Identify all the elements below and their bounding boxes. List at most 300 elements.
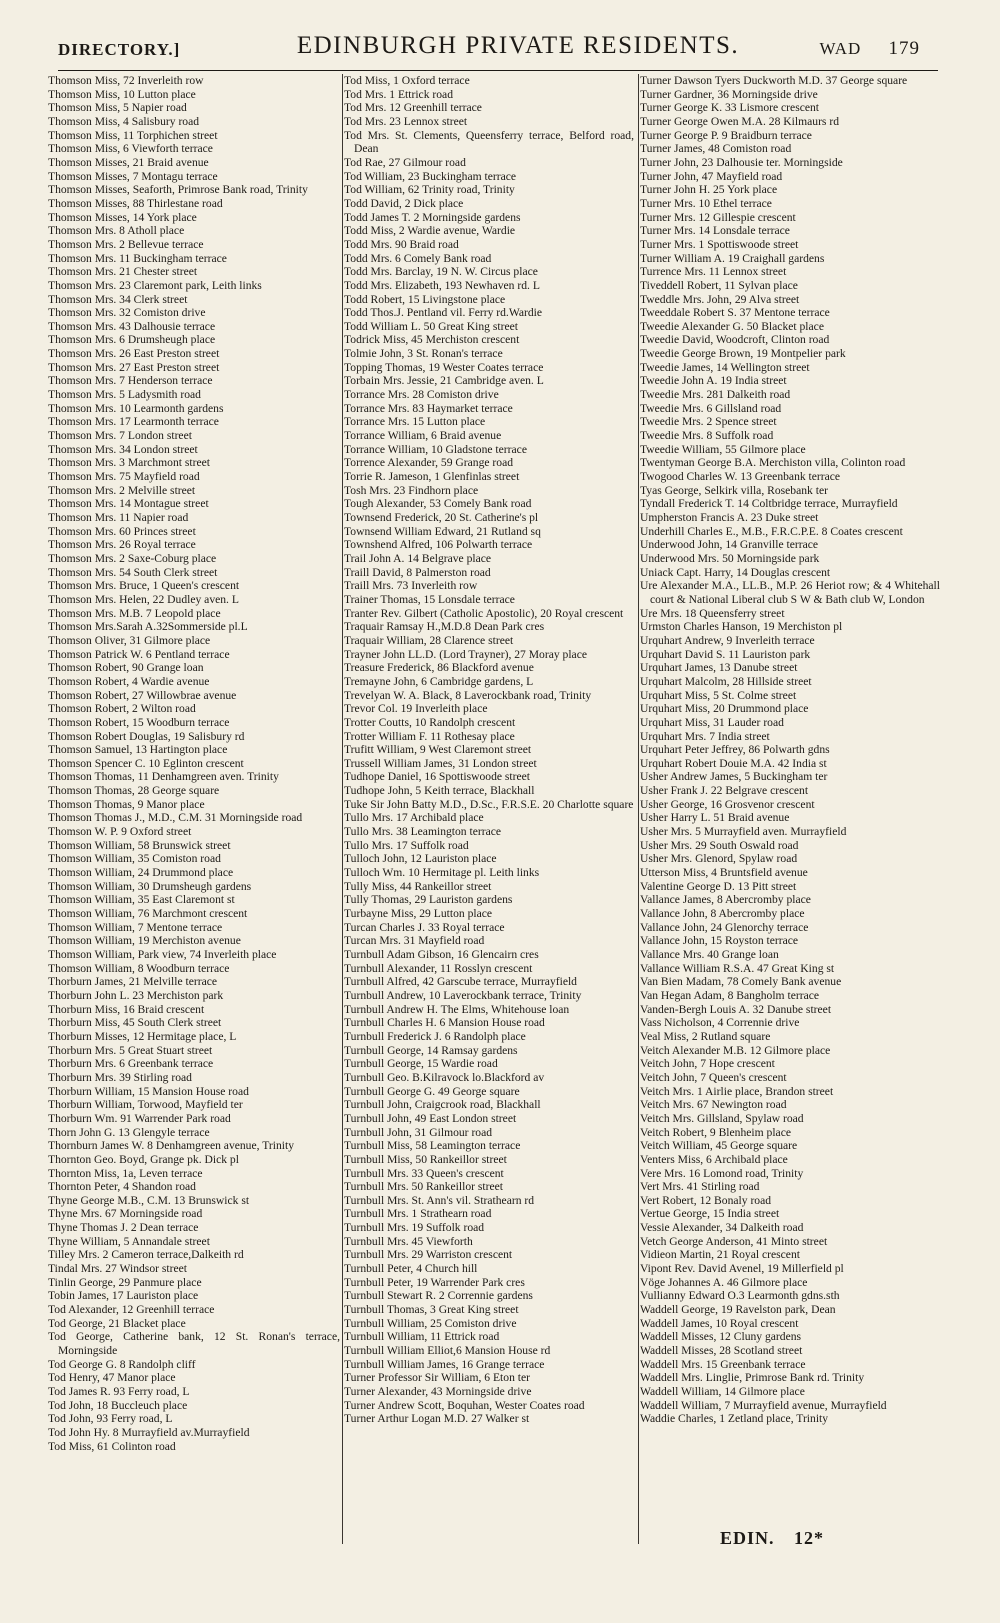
directory-entry: Tod Mrs. 12 Greenhill terrace (344, 101, 482, 115)
directory-entry: Urquhart Miss, 31 Lauder road (640, 715, 784, 729)
directory-entry: Waddell William, 14 Gilmore place (640, 1385, 805, 1398)
directory-entry: Thomson Mrs. 26 East Preston street (48, 347, 220, 361)
directory-entry: Thomson Misses, 14 York place (48, 210, 197, 224)
directory-entry: Veitch Alexander M.B. 12 Gilmore place (640, 1043, 831, 1057)
column-divider (638, 74, 639, 1544)
directory-entry: Tullo Mrs. 17 Suffolk road (344, 838, 469, 852)
directory-entry: Thomson Miss, 11 Torphichen street (48, 128, 218, 142)
directory-entry: Tod George, Catherine bank, 12 St. Ronan's terrace, Morningside (48, 1330, 340, 1358)
directory-entry: Turnbull Frederick J. 6 Randolph place (344, 1029, 526, 1043)
directory-entry: Turcan Charles J. 33 Royal terrace (344, 920, 505, 934)
directory-entry: Thornburn James W. 8 Denhamgreen avenue, Trinity (48, 1139, 295, 1153)
directory-entry: Turbayne Miss, 29 Lutton place (344, 907, 493, 921)
directory-entry: Thomson Miss, 72 Inverleith row (48, 74, 204, 87)
directory-entry: Turnbull John, Craigcrook road, Blackhall (344, 1098, 541, 1112)
directory-entry: Tyas George, Selkirk villa, Rosebank ter (640, 483, 828, 497)
directory-entry: Thomson Mrs. 60 Princes street (48, 524, 196, 538)
directory-entry: Tod Miss, 1 Oxford terrace (344, 74, 470, 87)
directory-entry: Torrance Mrs. 28 Comiston drive (344, 388, 499, 402)
directory-entry: Usher Harry L. 51 Braid avenue (640, 811, 790, 825)
directory-entry: Turner George P. 9 Braidburn terrace (640, 128, 812, 142)
directory-entry: Thomson Mrs. M.B. 7 Leopold place (48, 606, 221, 620)
directory-entry: Turnbull Peter, 19 Warrender Park cres (344, 1275, 525, 1289)
directory-entry: Tod Miss, 61 Colinton road (48, 1439, 176, 1453)
directory-entry: Turner William A. 19 Craighall gardens (640, 251, 825, 265)
directory-entry: Waddell Mrs. Linglie, Primrose Bank rd. Trinity (640, 1371, 865, 1385)
directory-entry: Vallance John, 15 Royston terrace (640, 934, 799, 948)
directory-entry: Turnbull John, 49 East London street (344, 1111, 517, 1125)
directory-entry: Torrance Mrs. 15 Lutton place (344, 415, 486, 429)
directory-entry: Turner Mrs. 1 Spottiswoode street (640, 237, 799, 251)
directory-entry: Thomson Mrs. 21 Chester street (48, 265, 198, 279)
directory-entry: Tweedie John A. 19 India street (640, 374, 787, 388)
directory-entry: Tudhope Daniel, 16 Spottiswoode street (344, 770, 531, 784)
directory-entry: Todd Mrs. Elizabeth, 193 Newhaven rd. L (344, 278, 540, 292)
directory-entry: Townsend William Edward, 21 Rutland sq (344, 524, 541, 538)
directory-entry: Thomson Mrs. 23 Claremont park, Leith links (48, 278, 262, 292)
directory-entry: Tobin James, 17 Lauriston place (48, 1289, 199, 1303)
directory-entry: Utterson Miss, 4 Bruntsfield avenue (640, 866, 808, 880)
directory-entry: Ure Alexander M.A., LL.B., M.P. 26 Heriot row; & 4 Whitehall court & National Liberal club S W & Bath club W, London (640, 579, 940, 606)
directory-entry: Thomson Oliver, 31 Gilmore place (48, 633, 211, 647)
directory-entry: Veal Miss, 2 Rutland square (640, 1029, 771, 1043)
directory-entry: Thornton Miss, 1a, Leven terrace (48, 1166, 203, 1180)
directory-entry: Tod John, 93 Ferry road, L (48, 1412, 173, 1426)
directory-entry: Waddell Misses, 28 Scotland street (640, 1344, 803, 1358)
directory-entry: Thomson Misses, 21 Braid avenue (48, 155, 209, 169)
directory-entry: Turnbull Alfred, 42 Garscube terrace, Murrayfield (344, 975, 577, 989)
directory-entry: Tweedie James, 14 Wellington street (640, 360, 810, 374)
directory-entry: Trail John A. 14 Belgrave place (344, 551, 492, 565)
directory-entry: Venters Miss, 6 Archibald place (640, 1152, 788, 1166)
directory-entry: Urquhart Peter Jeffrey, 86 Polwarth gdns (640, 743, 830, 757)
header-rule (58, 70, 938, 71)
directory-entry: Torrance Mrs. 83 Haymarket terrace (344, 401, 513, 415)
directory-entry: Usher George, 16 Grosvenor crescent (640, 797, 815, 811)
directory-entry: Turnbull Mrs. 50 Rankeillor street (344, 1180, 503, 1194)
directory-entry: Turnbull Adam Gibson, 16 Glencairn cres (344, 948, 539, 961)
directory-entry: Thomson William, 35 East Claremont st (48, 893, 235, 907)
column-divider (342, 74, 343, 1544)
directory-entry: Torrence Alexander, 59 Grange road (344, 456, 514, 470)
directory-entry: Todd Mrs. 6 Comely Bank road (344, 251, 492, 265)
directory-entry: Tilley Mrs. 2 Cameron terrace,Dalkeith rd (48, 1248, 244, 1262)
directory-entry: Turnbull George, 14 Ramsay gardens (344, 1043, 518, 1057)
directory-entry: Thorburn William, 15 Mansion House road (48, 1084, 249, 1098)
directory-entry: Townsend Frederick, 20 St. Catherine's pl (344, 511, 539, 524)
directory-entry: Van Bien Madam, 78 Comely Bank avenue (640, 975, 842, 989)
directory-entry: Waddie Charles, 1 Zetland place, Trinity (640, 1412, 829, 1426)
directory-entry: Turnbull Peter, 4 Church hill (344, 1262, 478, 1276)
directory-entry: Thomson Thomas, 11 Denhamgreen aven. Trinity (48, 770, 279, 784)
directory-entry: Thorburn Mrs. 5 Great Stuart street (48, 1043, 213, 1057)
directory-entry: Traquair William, 28 Clarence street (344, 633, 514, 647)
directory-entry: Tweedie Mrs. 2 Spence street (640, 415, 777, 429)
directory-entry: Thomson Mrs. 14 Montague street (48, 497, 209, 511)
directory-entry: Urquhart Robert Douie M.A. 42 India st (640, 756, 827, 770)
directory-entry: Waddell James, 10 Royal crescent (640, 1316, 799, 1330)
page-locator (820, 38, 920, 60)
directory-entry: Tod John Hy. 8 Murrayfield av.Murrayfield (48, 1425, 250, 1439)
directory-entry: Thomson Mrs. 10 Learmonth gardens (48, 401, 224, 415)
directory-entry: Thomson Robert, 90 Grange loan (48, 661, 204, 675)
directory-entry: Torrance William, 6 Braid avenue (344, 429, 502, 443)
directory-entry: Thomson Robert, 27 Willowbrae avenue (48, 688, 237, 702)
directory-entry: Tod Henry, 47 Manor place (48, 1371, 176, 1385)
directory-entry: Veitch Mrs. Gillsland, Spylaw road (640, 1111, 804, 1125)
directory-entry: Thomson Mrs. 34 London street (48, 442, 198, 456)
directory-entry: Turnbull Andrew H. The Elms, Whitehouse loan (344, 1002, 570, 1016)
directory-entry: Thomson Thomas, 28 George square (48, 784, 220, 798)
directory-entry: Tod Rae, 27 Gilmour road (344, 155, 466, 169)
directory-entry: Torrie R. Jameson, 1 Glenfinlas street (344, 470, 520, 484)
directory-entry: Tod George, 21 Blacket place (48, 1316, 186, 1330)
directory-entry: Traquair Ramsay H.,M.D.8 Dean Park cres (344, 620, 545, 634)
directory-entry: Thomson Robert, 4 Wardie avenue (48, 674, 210, 688)
directory-entry: Tweddle Mrs. John, 29 Alva street (640, 292, 800, 306)
directory-entry: Thomson W. P. 9 Oxford street (48, 825, 192, 839)
directory-entry: Thomson Misses, 7 Montagu terrace (48, 169, 218, 183)
directory-entry: Tulloch Wm. 10 Hermitage pl. Leith links (344, 866, 540, 880)
directory-entry: Turnbull William, 25 Comiston drive (344, 1316, 517, 1330)
directory-entry: Usher Frank J. 22 Belgrave crescent (640, 784, 809, 798)
directory-entry: Thomson William, 7 Mentone terrace (48, 920, 223, 934)
directory-entry: Vessie Alexander, 34 Dalkeith road (640, 1221, 804, 1235)
directory-entry: Todd Miss, 2 Wardie avenue, Wardie (344, 224, 516, 238)
directory-entry: Thomson Misses, 88 Thirlestane road (48, 196, 223, 210)
directory-entry: Turnbull William James, 16 Grange terrace (344, 1357, 545, 1371)
directory-entry: Uniack Capt. Harry, 14 Douglas crescent (640, 565, 831, 579)
directory-entry: Tolmie John, 3 St. Ronan's terrace (344, 347, 503, 361)
directory-entry: Tweedie Mrs. 6 Gillsland road (640, 401, 782, 415)
directory-entry: Trussell William James, 31 London street (344, 756, 537, 770)
directory-entry: Waddell William, 7 Murrayfield avenue, Murrayfield (640, 1398, 887, 1412)
directory-entry: Turner Alexander, 43 Morningside drive (344, 1385, 532, 1398)
directory-entry: Vetch George Anderson, 41 Minto street (640, 1234, 828, 1248)
directory-entry: Thomson William, 58 Brunswick street (48, 838, 231, 852)
directory-entry: Thomson Mrs. Bruce, 1 Queen's crescent (48, 579, 240, 593)
directory-entry: Thomson Robert Douglas, 19 Salisbury rd (48, 729, 245, 743)
directory-entry: Turnbull Charles H. 6 Mansion House road (344, 1016, 545, 1030)
directory-entry: Turner James, 48 Comiston road (640, 142, 792, 156)
directory-entry: Thorburn John L. 23 Merchiston park (48, 988, 224, 1002)
directory-entry: Traill David, 8 Palmerston road (344, 565, 491, 579)
directory-entry: Thomson Miss, 6 Viewforth terrace (48, 142, 213, 156)
directory-entry: Turcan Mrs. 31 Mayfield road (344, 934, 485, 948)
directory-entry: Umpherston Francis A. 23 Duke street (640, 511, 819, 524)
directory-entry: Thomson Mrs. 2 Melville street (48, 483, 196, 497)
directory-entry: Thomson Patrick W. 6 Pentland terrace (48, 647, 230, 661)
directory-entry: Veitch Robert, 9 Blenheim place (640, 1125, 791, 1139)
directory-entry: Todd Mrs. Barclay, 19 N. W. Circus place (344, 265, 538, 279)
directory-entry: Tully Thomas, 29 Lauriston gardens (344, 893, 513, 907)
directory-entry: Thomson Misses, Seaforth, Primrose Bank road, Trinity (48, 183, 308, 197)
directory-entry: Urquhart James, 13 Danube street (640, 661, 798, 675)
directory-entry: Urquhart David S. 11 Lauriston park (640, 647, 811, 661)
directory-entry: Vertue George, 15 India street (640, 1207, 780, 1221)
directory-entry: Urquhart Andrew, 9 Inverleith terrace (640, 633, 815, 647)
directory-entry: Turner John, 47 Mayfield road (640, 169, 783, 183)
directory-entry: Turner Mrs. 14 Lonsdale terrace (640, 224, 790, 238)
directory-entry: Tod Mrs. St. Clements, Queensferry terrace, Belford road, Dean (344, 128, 634, 156)
directory-entry: Vöge Johannes A. 46 Gilmore place (640, 1275, 808, 1289)
directory-entry: Veitch John, 7 Queen's crescent (640, 1070, 787, 1084)
directory-entry: Thomson Mrs. 75 Mayfield road (48, 470, 200, 484)
directory-entry: Thorn John G. 13 Glengyle terrace (48, 1125, 210, 1139)
listing-column-2 (344, 74, 634, 1544)
directory-entry: Vert Mrs. 41 Stirling road (640, 1180, 760, 1194)
directory-entry: Turnbull William, 11 Ettrick road (344, 1330, 500, 1344)
directory-entry: Turner Mrs. 10 Ethel terrace (640, 196, 772, 210)
directory-entry: Thomson Mrs. 54 South Clerk street (48, 565, 218, 579)
directory-entry: Thomson Mrs. 7 London street (48, 429, 192, 443)
directory-entry: Tully Miss, 44 Rankeillor street (344, 879, 492, 893)
directory-entry: Turner Andrew Scott, Boquhan, Wester Coates road (344, 1398, 585, 1412)
directory-entry: Tosh Mrs. 23 Findhorn place (344, 483, 479, 497)
directory-entry: Urquhart Malcolm, 28 Hillside street (640, 674, 812, 688)
directory-entry: Van Hegan Adam, 8 Bangholm terrace (640, 988, 820, 1002)
directory-entry: Todrick Miss, 45 Merchiston crescent (344, 333, 520, 347)
directory-entry: Turnbull Mrs. 19 Suffolk road (344, 1221, 485, 1235)
directory-entry: Urquhart Miss, 5 St. Colme street (640, 688, 797, 702)
directory-entry: Thomson Mrs. 3 Marchmont street (48, 456, 210, 470)
directory-entry: Thomson William, Park view, 74 Inverleith place (48, 948, 277, 961)
directory-entry: Veitch Mrs. 1 Airlie place, Brandon street (640, 1084, 834, 1098)
directory-entry: Turnbull Mrs. 33 Queen's crescent (344, 1166, 504, 1180)
directory-entry: Waddell Mrs. 15 Greenbank terrace (640, 1357, 806, 1371)
directory-entry: Thorburn Miss, 45 South Clerk street (48, 1016, 222, 1030)
directory-entry: Tod William, 23 Buckingham terrace (344, 169, 517, 183)
directory-entry: Tindal Mrs. 27 Windsor street (48, 1262, 187, 1276)
directory-entry: Tweedie Alexander G. 50 Blacket place (640, 319, 824, 333)
directory-entry: Thomson Mrs. 7 Henderson terrace (48, 374, 213, 388)
directory-entry: Thomson Mrs.Sarah A.32Sommerside pl.L (48, 620, 248, 634)
page-header (58, 30, 938, 70)
directory-entry: Turnbull Andrew, 10 Laverockbank terrace, Trinity (344, 988, 582, 1002)
directory-entry: Twentyman George B.A. Merchiston villa, Colinton road (640, 456, 906, 470)
directory-entry: Vallance James, 8 Abercromby place (640, 893, 811, 907)
directory-entry: Townshend Alfred, 106 Polwarth terrace (344, 538, 533, 552)
directory-entry: Thyne Mrs. 67 Morningside road (48, 1207, 203, 1221)
directory-entry: Vallance John, 24 Glenorchy terrace (640, 920, 809, 934)
directory-entry: Todd Robert, 15 Livingstone place (344, 292, 506, 306)
directory-entry: Turnbull George G. 49 George square (344, 1084, 520, 1098)
directory-entry: Thomson Mrs. 27 East Preston street (48, 360, 220, 374)
directory-entry: Turnbull Miss, 58 Leamington terrace (344, 1139, 521, 1153)
directory-entry: Vere Mrs. 16 Lomond road, Trinity (640, 1166, 804, 1180)
directory-entry: Veitch William, 45 George square (640, 1139, 798, 1153)
directory-entry: Thomson Mrs. 11 Napier road (48, 511, 189, 524)
directory-entry: Trufitt William, 9 West Claremont street (344, 743, 532, 757)
directory-entry: Tod John, 18 Buccleuch place (48, 1398, 188, 1412)
directory-entry: Thorburn Mrs. 6 Greenbank terrace (48, 1057, 214, 1071)
directory-entry: Turner John, 23 Dalhousie ter. Morningside (640, 155, 843, 169)
directory-entry: Tullo Mrs. 38 Leamington terrace (344, 825, 502, 839)
directory-entry: Trevor Col. 19 Inverleith place (344, 702, 488, 716)
directory-entry: Thomson Mrs. 2 Bellevue terrace (48, 237, 204, 251)
directory-entry: Tiveddell Robert, 11 Sylvan place (640, 278, 798, 292)
directory-entry: Tweedie Mrs. 281 Dalkeith road (640, 388, 791, 402)
directory-entry: Thomson Mrs. 26 Royal terrace (48, 538, 196, 552)
directory-entry: Vallance John, 8 Abercromby place (640, 907, 805, 921)
directory-entry: Tod Alexander, 12 Greenhill terrace (48, 1303, 215, 1317)
directory-entry: Thomson Robert, 2 Wilton road (48, 702, 196, 716)
directory-entry: Thomson Mrs. 43 Dalhousie terrace (48, 319, 216, 333)
directory-entry: Urquhart Mrs. 7 India street (640, 729, 770, 743)
directory-entry: Tuke Sir John Batty M.D., D.Sc., F.R.S.E. 20 Charlotte square (344, 797, 634, 811)
directory-entry: Underhill Charles E., M.B., F.R.C.P.E. 8 Coates crescent (640, 524, 903, 538)
directory-entry: Turner Arthur Logan M.D. 27 Walker st (344, 1412, 530, 1426)
directory-entry: Thomson Mrs. 34 Clerk street (48, 292, 188, 306)
directory-entry: Turnbull Mrs. 29 Warriston crescent (344, 1248, 513, 1262)
directory-entry: Turnbull William Elliot,6 Mansion House rd (344, 1344, 551, 1358)
directory-entry: Tweedie George Brown, 19 Montpelier park (640, 347, 846, 361)
directory-entry: Trotter Coutts, 10 Randolph crescent (344, 715, 516, 729)
directory-entry: Turner Professor Sir William, 6 Eton ter (344, 1371, 530, 1385)
directory-entry: Ure Mrs. 18 Queensferry street (640, 606, 785, 620)
directory-entry: Thomson Miss, 10 Lutton place (48, 87, 196, 101)
directory-entry: Usher Mrs. Glenord, Spylaw road (640, 852, 798, 866)
directory-entry: Urquhart Miss, 20 Drummond place (640, 702, 809, 716)
directory-entry: Thomson Mrs. 5 Ladysmith road (48, 388, 201, 402)
directory-entry: Twogood Charles W. 13 Greenbank terrace (640, 470, 841, 484)
directory-entry: Tod William, 62 Trinity road, Trinity (344, 183, 515, 197)
directory-entry: Tinlin George, 29 Panmure place (48, 1275, 202, 1289)
directory-entry: Turner John H. 25 York place (640, 183, 778, 197)
directory-entry: Turnbull Mrs. 45 Viewforth (344, 1234, 473, 1248)
directory-entry: Thyne Thomas J. 2 Dean terrace (48, 1221, 199, 1235)
directory-entry: Thomson Miss, 4 Salisbury road (48, 114, 200, 128)
directory-entry: Turnbull Geo. B.Kilravock lo.Blackford av (344, 1070, 545, 1084)
directory-entry: Thomson William, 30 Drumsheugh gardens (48, 879, 252, 893)
directory-entry: Todd Thos.J. Pentland vil. Ferry rd.Wardie (344, 306, 543, 320)
directory-entry: Urmston Charles Hanson, 19 Merchiston pl (640, 620, 843, 634)
directory-entry: Tod George G. 8 Randolph cliff (48, 1357, 196, 1371)
directory-entry: Tod Mrs. 23 Lennox street (344, 114, 468, 128)
directory-entry: Tweeddale Robert S. 37 Mentone terrace (640, 306, 830, 320)
directory-entry: Underwood Mrs. 50 Morningside park (640, 551, 820, 565)
directory-entry: Thorburn Mrs. 39 Stirling road (48, 1070, 192, 1084)
directory-entry: Tough Alexander, 53 Comely Bank road (344, 497, 532, 511)
directory-entry: Thomson Mrs. 6 Drumsheugh place (48, 333, 216, 347)
directory-entry: Todd David, 2 Dick place (344, 196, 464, 210)
directory-entry: Vert Robert, 12 Bonaly road (640, 1193, 772, 1207)
directory-entry: Vullianny Edward O.3 Learmonth gdns.sth (640, 1289, 840, 1303)
directory-entry: Thomson Mrs. Helen, 22 Dudley aven. L (48, 592, 239, 606)
directory-entry: Turrence Mrs. 11 Lennox street (640, 265, 787, 279)
directory-entry: Thorburn Miss, 16 Braid crescent (48, 1002, 205, 1016)
directory-entry: Thomson Mrs. 11 Buckingham terrace (48, 251, 227, 265)
directory-entry: Treasure Frederick, 86 Blackford avenue (344, 661, 534, 675)
directory-entry: Vanden-Bergh Louis A. 32 Danube street (640, 1002, 832, 1016)
directory-entry: Veitch John, 7 Hope crescent (640, 1057, 775, 1071)
section-label: DIRECTORY.] (58, 40, 181, 59)
directory-entry: Vipont Rev. David Avenel, 19 Millerfield pl (640, 1262, 844, 1276)
page-title: EDINBURGH PRIVATE RESIDENTS. (296, 32, 740, 59)
listing-column-1 (48, 74, 340, 1544)
directory-entry: Todd Mrs. 90 Braid road (344, 237, 459, 251)
directory-entry: Thorburn William, Torwood, Mayfield ter (48, 1098, 243, 1112)
directory-entry: Turner Gardner, 36 Morningside drive (640, 87, 818, 101)
directory-entry: Usher Mrs. 29 South Oswald road (640, 838, 799, 852)
directory-entry: Veitch Mrs. 67 Newington road (640, 1098, 787, 1112)
directory-entry: Trainer Thomas, 15 Lonsdale terrace (344, 592, 515, 606)
directory-entry: Turnbull Miss, 50 Rankeillor street (344, 1152, 507, 1166)
directory-entry: Thomson Thomas, 9 Manor place (48, 797, 205, 811)
directory-entry: Trevelyan W. A. Black, 8 Laverockbank road, Trinity (344, 688, 592, 702)
directory-entry: Thomson Mrs. 17 Learmonth terrace (48, 415, 219, 429)
directory-entry: Thorburn Wm. 91 Warrender Park road (48, 1111, 231, 1125)
directory-entry: Vallance Mrs. 40 Grange loan (640, 948, 779, 961)
directory-entry: Tweedie David, Woodcroft, Clinton road (640, 333, 830, 347)
directory-entry: Valentine George D. 13 Pitt street (640, 879, 797, 893)
directory-entry: Traill Mrs. 73 Inverleith row (344, 579, 478, 593)
directory-entry: Thyne George M.B., C.M. 13 Brunswick st (48, 1193, 250, 1207)
directory-entry: Underwood John, 14 Granville terrace (640, 538, 819, 552)
signature-mark: 12* (794, 1528, 825, 1548)
directory-entry: Thomson William, 24 Drummond place (48, 866, 234, 880)
directory-entry: Thornton Peter, 4 Shandon road (48, 1180, 196, 1194)
directory-entry: Thorburn James, 21 Melville terrace (48, 975, 218, 989)
directory-entry: Trotter William F. 11 Rothesay place (344, 729, 515, 743)
directory-entry: Thomson William, 8 Woodburn terrace (48, 961, 230, 975)
directory-entry: Vidieon Martin, 21 Royal crescent (640, 1248, 800, 1262)
directory-entry: Waddell George, 19 Ravelston park, Dean (640, 1303, 836, 1317)
directory-entry: Usher Andrew James, 5 Buckingham ter (640, 770, 828, 784)
directory-entry: Turnbull Thomas, 3 Great King street (344, 1303, 519, 1317)
directory-entry: Torrance William, 10 Gladstone terrace (344, 442, 527, 456)
directory-entry: Thomson Spencer C. 10 Eglinton crescent (48, 756, 244, 770)
directory-entry: Topping Thomas, 19 Wester Coates terrace (344, 360, 544, 374)
directory-entry: Tod James R. 93 Ferry road, L (48, 1385, 190, 1398)
directory-entry: Todd James T. 2 Morningside gardens (344, 210, 521, 224)
directory-entry: Turnbull Mrs. St. Ann's vil. Strathearn rd (344, 1193, 535, 1207)
directory-entry: Waddell Misses, 12 Cluny gardens (640, 1330, 802, 1344)
directory-entry: Vass Nicholson, 4 Corrennie drive (640, 1016, 800, 1030)
directory-entry: Thomson Thomas J., M.D., C.M. 31 Morningside road (48, 811, 303, 825)
directory-entry: Thorburn Misses, 12 Hermitage place, L (48, 1029, 237, 1043)
directory-entry: Thyne William, 5 Annandale street (48, 1234, 210, 1248)
directory-entry: Turner George K. 33 Lismore crescent (640, 101, 820, 115)
directory-entry: Thomson Mrs. 2 Saxe-Coburg place (48, 551, 217, 565)
directory-entry: Tudhope John, 5 Keith terrace, Blackhall (344, 784, 535, 798)
directory-entry: Turner George Owen M.A. 28 Kilmaurs rd (640, 114, 840, 128)
directory-entry: Turnbull John, 31 Gilmour road (344, 1125, 493, 1139)
directory-entry: Thomson William, 19 Merchiston avenue (48, 934, 241, 948)
directory-entry: Thomson William, 76 Marchmont crescent (48, 907, 248, 921)
directory-entry: Turnbull Alexander, 11 Rosslyn crescent (344, 961, 533, 975)
directory-entry: Torbain Mrs. Jessie, 21 Cambridge aven. L (344, 374, 544, 388)
directory-entry: Trayner John LL.D. (Lord Trayner), 27 Moray place (344, 647, 587, 661)
directory-entry: Tod Mrs. 1 Ettrick road (344, 87, 453, 101)
directory-entry: Todd William L. 50 Great King street (344, 319, 518, 333)
directory-entry: Vallance William R.S.A. 47 Great King st (640, 961, 835, 975)
directory-entry: Usher Mrs. 5 Murrayfield aven. Murrayfield (640, 825, 847, 839)
directory-entry: Turner Dawson Tyers Duckworth M.D. 37 George square (640, 74, 908, 87)
directory-entry: Turnbull Mrs. 1 Strathearn road (344, 1207, 492, 1221)
directory-entry: Thomson Mrs. 32 Comiston drive (48, 306, 206, 320)
directory-entry: Turnbull George, 15 Wardie road (344, 1057, 498, 1071)
directory-entry: Tremayne John, 6 Cambridge gardens, L (344, 674, 534, 688)
directory-entry: Thornton Geo. Boyd, Grange pk. Dick pl (48, 1152, 239, 1166)
directory-entry: Thomson William, 35 Comiston road (48, 852, 221, 866)
directory-entry: Tyndall Frederick T. 14 Coltbridge terrace, Murrayfield (640, 497, 898, 511)
directory-entry: Tullo Mrs. 17 Archibald place (344, 811, 484, 825)
listing-column-3 (640, 74, 940, 1544)
directory-entry: Tranter Rev. Gilbert (Catholic Apostolic), 20 Royal crescent (344, 606, 624, 620)
page-number: 179 (888, 38, 920, 59)
alphabetical-range: WAD (819, 39, 862, 58)
